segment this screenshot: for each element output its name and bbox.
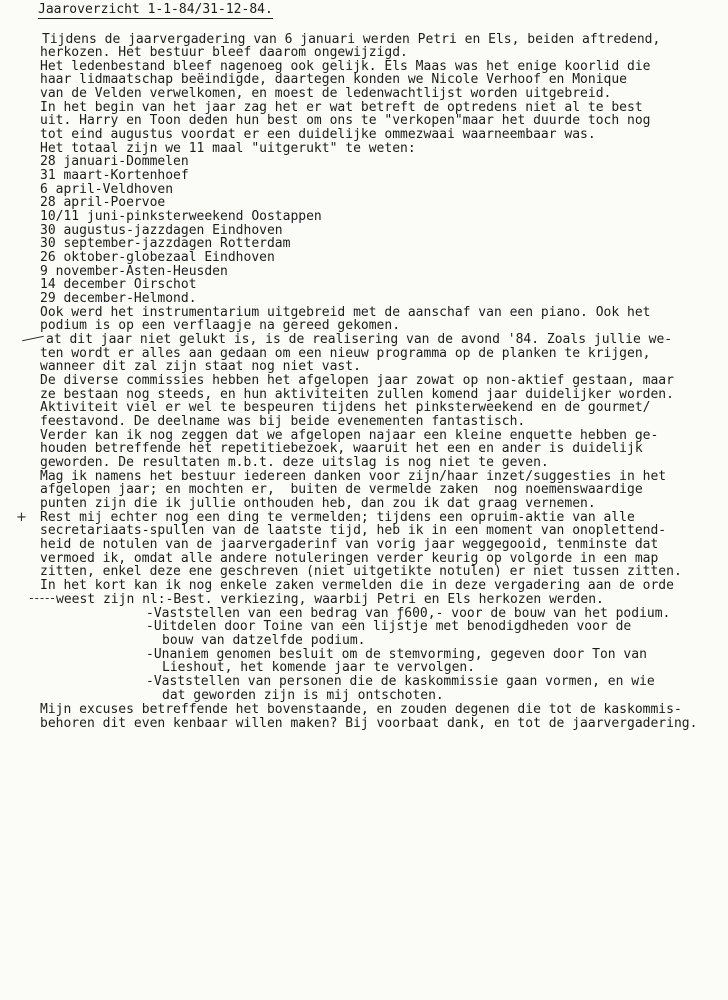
text-line: feestavond. De deelname was bij beide evenementen fantastisch. (40, 414, 526, 429)
event-list-item: 29 december-Helmond. (40, 291, 197, 306)
text-line: Ook werd het instrumentarium uitgebreid met de aanschaf van een piano. Ook het (40, 305, 651, 320)
text-line: vermoed ik, omdat alle andere notuleringen verder keurig op volgorde in een map (40, 551, 659, 566)
text-line: Mijn excuses betreffende het bovenstaande, en zouden degenen die tot de kaskommis- (40, 702, 682, 717)
agenda-item: Lieshout, het komende jaar te vervolgen. (162, 660, 476, 675)
text-line: In het begin van het jaar zag het er wat betreft de optredens niet al te best (40, 100, 643, 115)
text-line: behoren dit even kenbaar willen maken? Bij voorbaat dank, en tot de jaarvergadering. (40, 716, 698, 731)
event-list-item: 10/11 juni-pinksterweekend Oostappen (40, 209, 322, 224)
text-line: van de Velden verwelkomen, en moest de ledenwachtlijst worden uitgebreid. (40, 86, 612, 101)
text-line: zitten, enkel deze ene geschreven (niet uitgetikte notulen) er niet tussen zitten. (40, 564, 682, 579)
event-list-item: 6 april-Veldhoven (40, 182, 174, 197)
text-line: Aktiviteit viel er wel te bespeuren tijdens het pinksterweekend en de gourmet/ (40, 400, 651, 415)
agenda-item: -Unaniem genomen besluit om de stemvorming, gegeven door Ton van (146, 647, 647, 662)
text-line: Het totaal zijn we 11 maal "uitgerukt" te weten: (40, 141, 416, 156)
text-line: Het ledenbestand bleef nagenoeg ook gelijk. Els Maas was het enige koorlid die (40, 59, 651, 74)
text-line: geworden. De resultaten m.b.t. deze uitslag is nog niet te geven. (40, 455, 549, 470)
text-line: punten zijn die ik jullie onthouden heb, dan zou ik dat graag vernemen. (40, 496, 596, 511)
agenda-item: -Vaststellen van een bedrag van ƒ600,- voor de bouw van het podium. (146, 606, 671, 621)
text-line: weest zijn nl:-Best. verkiezing, waarbij Petri en Els herkozen werden. (56, 592, 604, 607)
text-line: at dit jaar niet gelukt is, is de realisering van de avond '84. Zoals jullie we- (46, 332, 673, 347)
text-line: herkozen. Het bestuur bleef daarom ongewijzigd. (40, 45, 408, 60)
margin-scribble (30, 598, 54, 599)
text-line: Mag ik namens het bestuur iedereen danken voor zijn/haar inzet/suggesties in het (40, 469, 667, 484)
event-list-item: 30 augustus-jazzdagen Eindhoven (40, 223, 283, 238)
event-list-item: 31 maart-Kortenhoef (40, 168, 189, 183)
text-line: heid de notulen van de jaarvergaderinf van vorig jaar weggegooid, tenminste dat (40, 537, 659, 552)
text-line: houden betreffende het repetitiebezoek, waaruit het een en ander is duidelijk (40, 441, 643, 456)
agenda-item: -Vaststellen van personen die de kaskommissie gaan vormen, en wie (146, 674, 655, 689)
event-list-item: 14 december Oirschot (40, 277, 197, 292)
event-list-item: 9 november-Asten-Heusden (40, 264, 228, 279)
event-list-item: 30 september-jazzdagen Rotterdam (40, 236, 291, 251)
text-line: haar lidmaatschap beëindigde, daartegen konden we Nicole Verhoof en Monique (40, 72, 627, 87)
text-line: secretariaats-spullen van de laatste tijd, heb ik in een moment van onoplettend- (40, 523, 667, 538)
text-line: Rest mij echter nog een ding te vermelden; tijdens een opruim-aktie van alle (40, 510, 635, 525)
margin-scribble (22, 336, 44, 342)
document-title: Jaaroverzicht 1-1-84/31-12-84. (38, 2, 273, 17)
text-line: uit. Harry en Toon deden hun best om ons te "verkopen"maar het duurde toch nog (40, 113, 651, 128)
agenda-item: dat geworden zijn is mij ontschoten. (162, 688, 444, 703)
text-line: afgelopen jaar; en mochten er, buiten de vermelde zaken nog noemenswaardige (40, 482, 643, 497)
margin-plus-mark: + (16, 510, 27, 525)
text-line: Verder kan ik nog zeggen dat we afgelopen najaar een kleine enquette hebben ge- (40, 428, 659, 443)
text-line: Tijdens de jaarvergadering van 6 januari werden Petri en Els, beiden aftredend, (42, 32, 661, 47)
event-list-item: 26 oktober-globezaal Eindhoven (40, 250, 275, 265)
event-list-item: 28 april-Poervoe (40, 195, 166, 210)
agenda-item: bouw van datzelfde podium. (162, 633, 366, 648)
text-line: In het kort kan ik nog enkele zaken vermelden die in deze vergadering aan de orde (40, 578, 674, 593)
event-list-item: 28 januari-Dommelen (40, 154, 189, 169)
text-line: ze bestaan nog steeds, en hun aktiviteiten zullen komend jaar duidelijker worden. (40, 387, 674, 402)
text-line: wanneer dit zal zijn staat nog niet vast. (40, 359, 361, 374)
text-line: tot eind augustus voordat er een duidelijke ommezwaai waarneembaar was. (40, 127, 596, 142)
text-line: ten wordt er alles aan gedaan om een nieuw programma op de planken te krijgen, (40, 346, 651, 361)
text-line: De diverse commissies hebben het afgelopen jaar zowat op non-aktief gestaan, maar (40, 373, 674, 388)
agenda-item: -Uitdelen door Toine van een lijstje met benodigdheden voor de (146, 619, 632, 634)
text-line: podium is op een verflaagje na gereed gekomen. (40, 318, 401, 333)
